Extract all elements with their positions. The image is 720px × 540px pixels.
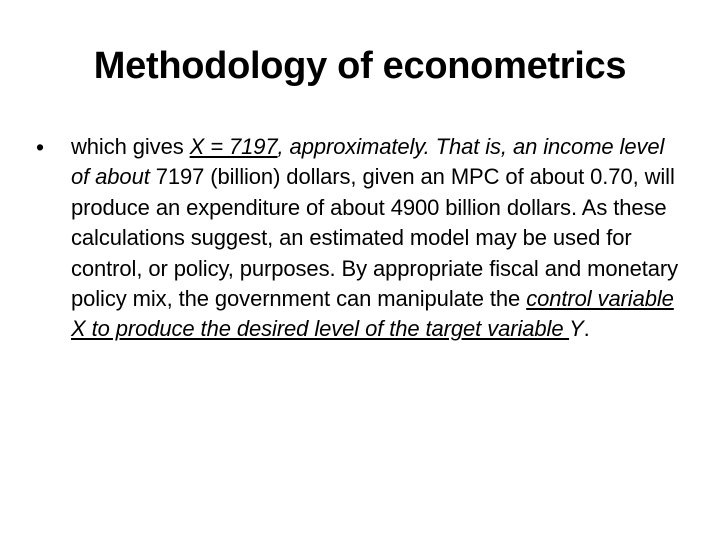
bullet-text: [71, 132, 686, 345]
text-segment-equation: X = 7197: [189, 134, 278, 159]
bullet-item: [36, 132, 686, 345]
bullet-marker: •: [36, 134, 45, 160]
text-segment: , approximately. That is, an income level of about: [71, 134, 665, 190]
text-segment: .: [583, 316, 590, 342]
text-segment: 7197 (billion) dollars, given an MPC of about 0.70, will produce an expenditure of about 4900 billion dollars. As these calculations suggest, an estimated model may be used for control, or policy, purposes. By appropriate fiscal and monetary policy mix, the government can manipulate the: [71, 164, 679, 312]
text-segment-emphasis: control variable X to produce the desired level of the target variable: [71, 286, 674, 342]
slide-title: Methodology of econometrics: [93, 45, 627, 87]
text-segment-variable: Y: [569, 316, 584, 342]
text-segment: which gives: [71, 134, 190, 159]
